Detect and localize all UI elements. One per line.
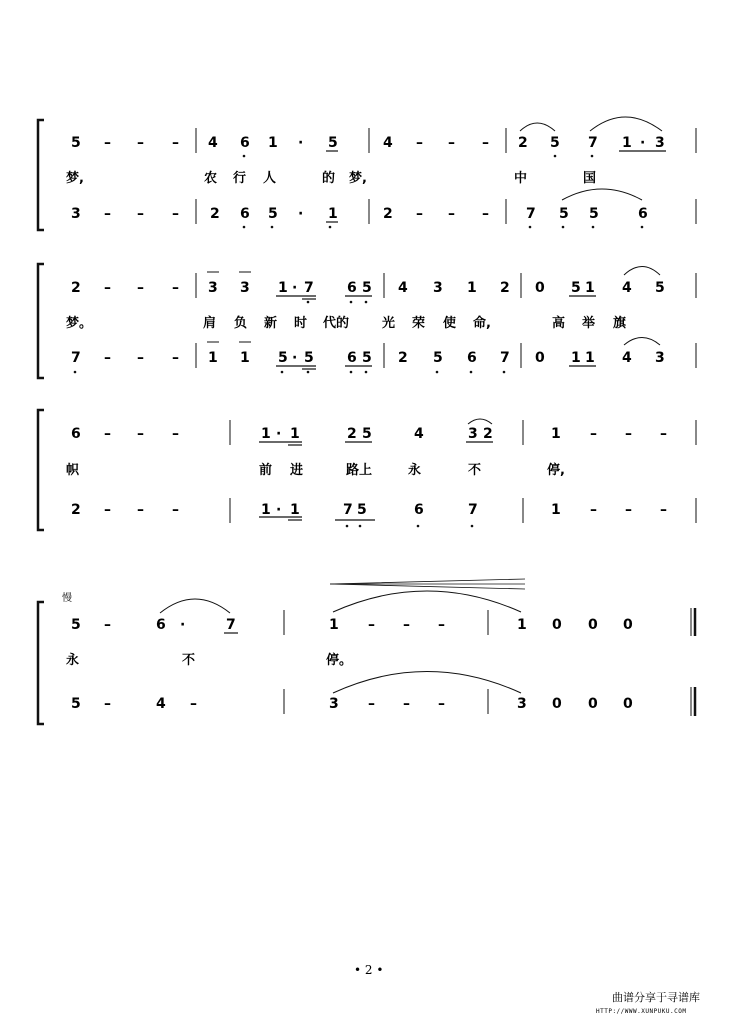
- svg-text:5 – – –: [71, 135, 665, 151]
- note: 6: [71, 426, 81, 442]
- dash: –: [104, 280, 111, 296]
- page-number: • 2 •: [354, 963, 384, 977]
- note: 1: [290, 426, 300, 442]
- lyric: 梦,: [66, 171, 84, 186]
- dash: –: [368, 617, 375, 633]
- note: 5: [571, 280, 581, 296]
- note: 0: [552, 617, 562, 633]
- note: 3: [71, 206, 81, 222]
- note: 3: [468, 426, 478, 442]
- dot: ·: [180, 617, 186, 633]
- slurs: [520, 117, 662, 200]
- dash: –: [104, 502, 111, 518]
- dash: –: [104, 350, 111, 366]
- dash: –: [137, 206, 144, 222]
- system-2: [38, 264, 696, 378]
- dash: –: [172, 280, 179, 296]
- note: 5: [328, 135, 338, 151]
- dash: –: [660, 502, 667, 518]
- dash: –: [104, 135, 111, 151]
- note: 5: [550, 135, 560, 151]
- lyric: 停,: [547, 463, 565, 478]
- dash: –: [448, 135, 455, 151]
- svg-text:2 – – –: [71, 502, 667, 518]
- note: 5: [71, 696, 81, 712]
- note: 1: [208, 350, 218, 366]
- note: 5: [362, 426, 372, 442]
- note: 5: [589, 206, 599, 222]
- dash: –: [448, 206, 455, 222]
- note: 3: [329, 696, 339, 712]
- note: 1: [328, 206, 338, 222]
- note: 3: [655, 135, 665, 151]
- note: 5: [559, 206, 569, 222]
- dot: ·: [292, 280, 298, 296]
- note: 7: [588, 135, 598, 151]
- svg-text:5 – 4 –: [71, 696, 633, 712]
- system-1: [38, 117, 696, 230]
- lyric: 不: [182, 653, 196, 668]
- dash: –: [172, 206, 179, 222]
- note: 4: [383, 135, 393, 151]
- lyric: 的: [322, 171, 336, 186]
- lyric: 人: [263, 171, 277, 186]
- note: 5: [268, 206, 278, 222]
- lyric: 国: [583, 171, 597, 186]
- note: 0: [588, 617, 598, 633]
- note: 4: [208, 135, 218, 151]
- dot: ·: [276, 426, 282, 442]
- svg-text:帜 前 进 路上: [66, 462, 565, 478]
- lyric: 高: [552, 316, 566, 331]
- note: 1: [261, 502, 271, 518]
- note: 0: [552, 696, 562, 712]
- dash: –: [482, 206, 489, 222]
- note: 6: [156, 617, 166, 633]
- lyric: 前: [259, 463, 273, 478]
- note: 6: [638, 206, 648, 222]
- note: 1: [551, 426, 561, 442]
- note: 5: [304, 350, 314, 366]
- note: 0: [535, 350, 545, 366]
- slurs: [468, 419, 492, 424]
- note: 1: [585, 350, 595, 366]
- dash: –: [660, 426, 667, 442]
- dash: –: [137, 350, 144, 366]
- dash: –: [172, 426, 179, 442]
- dash: –: [172, 135, 179, 151]
- note: 1: [290, 502, 300, 518]
- note: 2: [71, 280, 81, 296]
- system-bracket: [38, 120, 44, 230]
- note: 3: [208, 280, 218, 296]
- lyric: 帜: [66, 463, 80, 478]
- system-bracket: [38, 602, 44, 724]
- note: 2: [347, 426, 357, 442]
- note: 1: [329, 617, 339, 633]
- dash: –: [625, 502, 632, 518]
- system-bracket: [38, 410, 44, 530]
- svg-text:3 – – –: [71, 206, 648, 222]
- note: 5: [362, 350, 372, 366]
- note: 5: [278, 350, 288, 366]
- svg-text:永 不 停。: [66, 652, 352, 668]
- note: 1: [261, 426, 271, 442]
- note: 2: [398, 350, 408, 366]
- dot: ·: [640, 135, 646, 151]
- note: 0: [588, 696, 598, 712]
- note: 3: [655, 350, 665, 366]
- dash: –: [625, 426, 632, 442]
- note: 1: [268, 135, 278, 151]
- decrescendo-mark: [330, 579, 525, 589]
- note: 2: [71, 502, 81, 518]
- tempo-mark: 慢: [62, 593, 72, 604]
- dot: ·: [298, 135, 304, 151]
- dash: –: [104, 696, 111, 712]
- svg-text:梦。 肩 负 新: [66, 315, 626, 331]
- dash: –: [368, 696, 375, 712]
- lyric: 肩: [203, 316, 217, 331]
- lyric: 时: [294, 316, 308, 331]
- dash: –: [438, 617, 445, 633]
- note: 7: [304, 280, 314, 296]
- lyric: 代的: [323, 316, 350, 331]
- note: 5: [357, 502, 367, 518]
- dash: –: [137, 426, 144, 442]
- note: 6: [240, 206, 250, 222]
- note: 5: [655, 280, 665, 296]
- note: 0: [535, 280, 545, 296]
- dash: –: [137, 280, 144, 296]
- dash: –: [137, 502, 144, 518]
- lyric: 负: [234, 316, 248, 331]
- note: 6: [347, 350, 357, 366]
- note: 4: [622, 350, 632, 366]
- dash: –: [172, 350, 179, 366]
- watermark-url: HTTP://WWW.XUNPUKU.COM: [596, 1008, 687, 1015]
- note: 7: [526, 206, 536, 222]
- octave-dots: [346, 525, 474, 528]
- slurs: [624, 267, 660, 346]
- note: 4: [622, 280, 632, 296]
- note: 7: [468, 502, 478, 518]
- dash: –: [104, 206, 111, 222]
- svg-text:5 – 6 ·: [71, 617, 633, 633]
- note: 0: [623, 617, 633, 633]
- svg-text:7 – – –: [71, 350, 665, 366]
- slurs: [160, 591, 521, 693]
- note: 2: [500, 280, 510, 296]
- dot: ·: [292, 350, 298, 366]
- note: 1: [551, 502, 561, 518]
- note: 7: [226, 617, 236, 633]
- note: 5: [71, 135, 81, 151]
- note: 3: [240, 280, 250, 296]
- note: 3: [517, 696, 527, 712]
- lyric: 新: [264, 316, 278, 331]
- note: 1: [585, 280, 595, 296]
- system-3: [38, 410, 696, 530]
- dash: –: [590, 426, 597, 442]
- svg-text:6 – – –: [71, 426, 667, 442]
- note: 5: [433, 350, 443, 366]
- lyric: 农: [204, 171, 218, 186]
- dash: –: [104, 617, 111, 633]
- system-bracket: [38, 264, 44, 378]
- note: 6: [347, 280, 357, 296]
- note: 2: [210, 206, 220, 222]
- note: 1: [240, 350, 250, 366]
- lyric: 不: [468, 463, 482, 478]
- lyric: 使: [443, 316, 457, 331]
- lyric: 永: [66, 653, 80, 668]
- lyric: 光: [382, 316, 396, 331]
- dash: –: [590, 502, 597, 518]
- dash: –: [482, 135, 489, 151]
- dot: ·: [276, 502, 282, 518]
- lyric: 荣: [412, 316, 426, 331]
- lyric: 路上: [346, 463, 373, 478]
- svg-text:2 – – –: [71, 280, 665, 296]
- note: 1: [278, 280, 288, 296]
- note: 3: [433, 280, 443, 296]
- dash: –: [137, 135, 144, 151]
- note: 2: [483, 426, 493, 442]
- lyric: 命,: [473, 316, 491, 331]
- lyric: 中: [514, 171, 528, 186]
- note: 4: [398, 280, 408, 296]
- dash: –: [416, 206, 423, 222]
- note: 5: [71, 617, 81, 633]
- lyric: 旗: [613, 316, 627, 331]
- lyric: 进: [290, 463, 304, 478]
- note: 2: [383, 206, 393, 222]
- dash: –: [403, 617, 410, 633]
- dash: –: [190, 696, 197, 712]
- lyric: 行: [233, 171, 247, 186]
- note: 1: [622, 135, 632, 151]
- note: 7: [500, 350, 510, 366]
- dash: –: [172, 502, 179, 518]
- dash: –: [438, 696, 445, 712]
- lyric: 梦,: [349, 171, 367, 186]
- underlines: [326, 151, 666, 222]
- dash: –: [416, 135, 423, 151]
- note: 1: [467, 280, 477, 296]
- note: 6: [467, 350, 477, 366]
- dot: ·: [298, 206, 304, 222]
- note: 0: [623, 696, 633, 712]
- note: 1: [571, 350, 581, 366]
- dash: –: [403, 696, 410, 712]
- system-4: [38, 579, 695, 724]
- dash: –: [104, 426, 111, 442]
- lyric: 梦。: [66, 316, 93, 331]
- note: 6: [414, 502, 424, 518]
- note: 7: [71, 350, 81, 366]
- note: 6: [240, 135, 250, 151]
- note: 7: [343, 502, 353, 518]
- note: 4: [156, 696, 166, 712]
- lyric: 举: [582, 316, 596, 331]
- note: 5: [362, 280, 372, 296]
- lyric: 停。: [326, 653, 353, 668]
- lyric: 永: [408, 463, 422, 478]
- watermark-name: 曲谱分享于寻谱库: [612, 991, 700, 1004]
- svg-text:梦, 农 行 人: [66, 170, 596, 186]
- note: 1: [517, 617, 527, 633]
- note: 4: [414, 426, 424, 442]
- note: 2: [518, 135, 528, 151]
